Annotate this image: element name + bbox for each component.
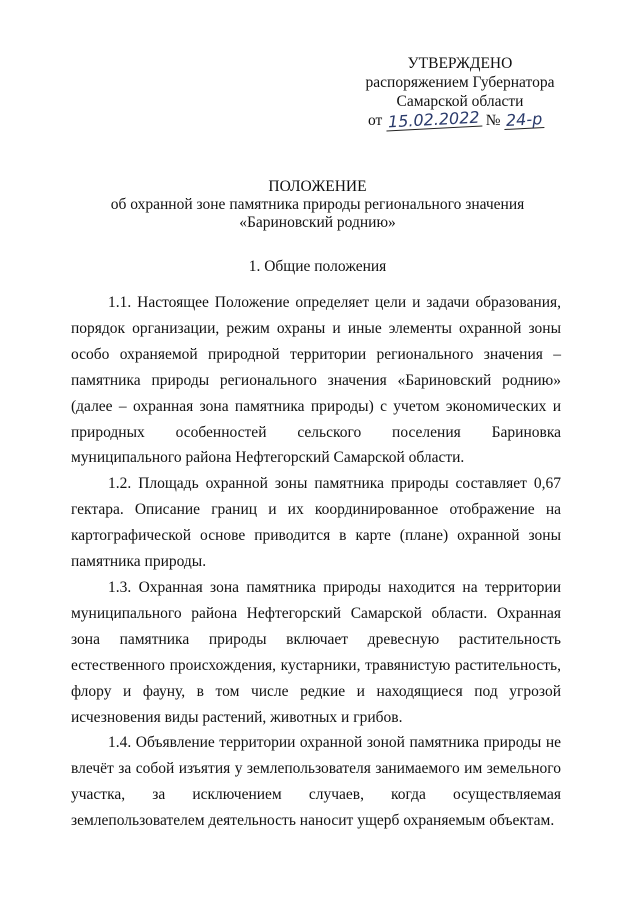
document-title: ПОЛОЖЕНИЕ <box>268 178 367 195</box>
approval-number-prefix: № <box>485 112 501 129</box>
paragraph-1-1: 1.1. Настоящее Положение определяет цели и задачи образования, порядок организации, режим охраны и иные элементы охранной зоны особо охраняемой природной территории регионального значения – памятника природы регионального значения «Бариновский роднию» (далее – охранная зона памятника природы) с учетом экономических и природных особенностей сельского поселения Бариновка муниципального района Нефтегорский Самарской области. <box>71 294 561 467</box>
approval-date-handwritten: 15.02.2022 <box>387 107 481 132</box>
approval-number-handwritten: 24-р <box>505 109 544 130</box>
approval-date-line <box>360 107 560 132</box>
approval-line-1: распоряжением Губернатора <box>365 74 555 91</box>
approval-line-2: Самарской области <box>396 93 524 110</box>
document-subtitle: об охранной зоне памятника природы регионального значения <box>110 196 525 213</box>
paragraph-1-3: 1.3. Охранная зона памятника природы находится на территории муниципального района Нефтегорский Самарской области. Охранная зона памятника природы включает древесную растительность естественного происхождения, кустарники, травянистую растительность, флору и фауну, в том числе редкие и находящиеся под угрозой исчезновения виды растений, животных и грибов. <box>71 578 561 726</box>
document-title-block <box>60 178 575 232</box>
paragraph-1-4: 1.4. Объявление территории охранной зоной памятника природы не влечёт за собой изъятия у землепользователя занимаемого им земельного участка, за исключением случаев, когда осуществляемая землепользователем деятельность наносит ущерб охраняемым объектам. <box>71 734 561 830</box>
approval-stamp-block <box>360 54 560 130</box>
document-object-name: «Бариновский роднию» <box>239 214 396 231</box>
paragraph-1-2: 1.2. Площадь охранной зоны памятника природы составляет 0,67 гектара. Описание границ и их координированное отображение на картографической основе приводится в карте (плане) охранной зоны памятника природы. <box>71 475 561 571</box>
section-heading: 1. Общие положения <box>248 258 387 275</box>
approval-heading: УТВЕРЖДЕНО <box>407 55 513 72</box>
document-body <box>71 290 561 834</box>
approval-date-prefix: от <box>368 112 383 129</box>
